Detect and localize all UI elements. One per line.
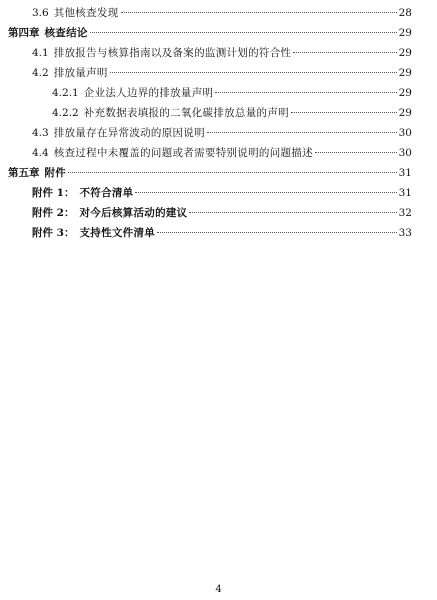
toc-entry-page: 33 [398,227,412,239]
toc-entry-title: 不符合清单 [79,187,134,199]
toc-entry-title: 对今后核算活动的建议 [79,207,188,219]
toc-entry-page: 29 [398,107,412,119]
toc-entry-number: 第四章 [8,27,40,39]
page-number: 4 [215,584,222,595]
toc-entry-number: 附件 3： [32,227,75,239]
dot-leader [207,132,397,133]
toc-entry-page: 30 [398,147,412,159]
dot-leader [315,152,397,153]
toc-entry-number: 4.2.2 [52,107,79,119]
toc-entry-title: 排放量声明 [53,67,108,79]
dot-leader [293,52,396,53]
toc-entry-title: 企业法人边界的排放量声明 [83,87,214,99]
toc-entry-4-2-2[interactable] [8,103,412,123]
dot-leader [121,12,397,13]
toc-entry-4-2-1[interactable] [8,83,412,103]
toc-entry-number: 附件 1： [32,187,75,199]
toc-entry-number: 3.6 [32,7,49,19]
toc-entry-appendix-2[interactable] [8,203,412,223]
toc-entry-title: 附件 [44,167,67,179]
toc-entry-title: 支持性文件清单 [79,227,156,239]
toc-entry-4-4[interactable] [8,143,412,163]
toc-entry-title: 核查结论 [44,27,88,39]
table-of-contents [8,3,412,243]
toc-entry-page: 31 [398,167,412,179]
toc-entry-title: 排放报告与核算指南以及备案的监测计划的符合性 [53,47,292,59]
toc-entry-page: 29 [398,67,412,79]
dot-leader [110,72,397,73]
toc-entry-number: 4.3 [32,127,49,139]
toc-entry-number: 4.2.1 [52,87,79,99]
toc-entry-appendix-3[interactable] [8,223,412,243]
toc-entry-number: 附件 2： [32,207,75,219]
dot-leader [135,192,396,193]
toc-entry-title: 补充数据表填报的二氧化碳排放总量的声明 [83,107,289,119]
dot-leader [157,232,397,233]
toc-entry-number: 4.4 [32,147,49,159]
toc-entry-appendix-1[interactable] [8,183,412,203]
toc-entry-3-6[interactable] [8,3,412,23]
toc-entry-chapter-5[interactable] [8,163,412,183]
toc-entry-page: 29 [398,27,412,39]
toc-entry-page: 30 [398,127,412,139]
dot-leader [189,212,396,213]
toc-entry-title: 排放量存在异常波动的原因说明 [53,127,205,139]
toc-entry-number: 4.2 [32,67,49,79]
toc-entry-number: 第五章 [8,167,40,179]
dot-leader [90,32,397,33]
toc-entry-page: 31 [398,187,412,199]
toc-entry-page: 29 [398,87,412,99]
toc-entry-title: 其他核查发现 [53,7,119,19]
dot-leader [215,92,396,93]
toc-entry-4-2[interactable] [8,63,412,83]
dot-leader [291,112,397,113]
toc-entry-number: 4.1 [32,47,49,59]
toc-entry-page: 29 [398,47,412,59]
dot-leader [68,172,397,173]
toc-entry-page: 32 [398,207,412,219]
toc-entry-page: 28 [398,7,412,19]
toc-entry-4-3[interactable] [8,123,412,143]
toc-entry-4-1[interactable] [8,43,412,63]
toc-entry-chapter-4[interactable] [8,23,412,43]
toc-entry-title: 核查过程中未覆盖的问题或者需要特别说明的问题描述 [53,147,313,159]
